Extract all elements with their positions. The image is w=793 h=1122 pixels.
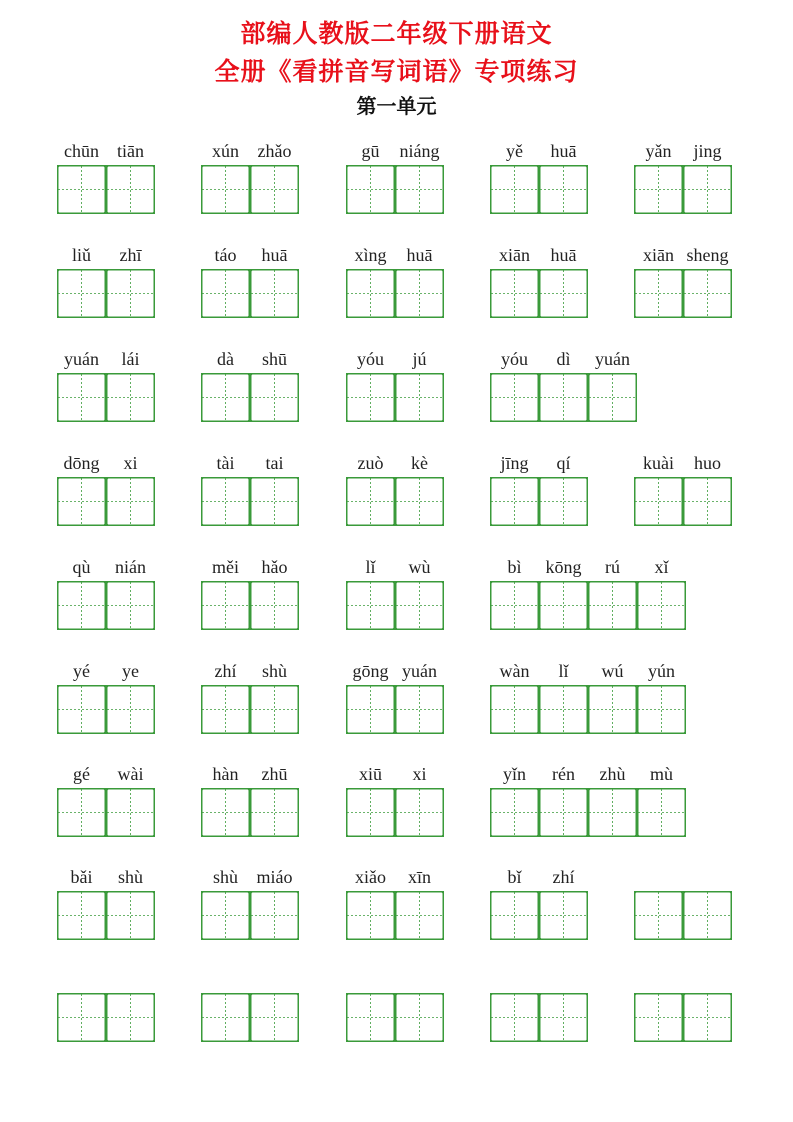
pinyin-label: niáng <box>399 141 440 161</box>
writing-cell <box>201 165 250 214</box>
writing-cell <box>346 993 395 1042</box>
pinyin-label: wàn <box>499 661 530 681</box>
pinyin-label: bì <box>507 557 522 577</box>
word-exercise <box>57 348 155 422</box>
word-exercise <box>490 968 588 1042</box>
writing-cell <box>490 891 539 940</box>
word-exercise <box>346 968 444 1042</box>
writing-cell <box>106 165 155 214</box>
writing-grid[interactable] <box>57 993 155 1042</box>
writing-grid[interactable] <box>57 788 155 837</box>
word-exercise <box>346 866 444 940</box>
pinyin-label: yǐn <box>502 764 526 784</box>
pinyin-label: wú <box>601 661 624 681</box>
pinyin-label: rú <box>605 557 620 577</box>
pinyin-label: tiān <box>117 141 144 161</box>
pinyin-label: zhí <box>214 661 237 681</box>
word-exercise <box>57 660 155 734</box>
writing-grid[interactable] <box>490 477 588 526</box>
writing-cell <box>250 993 299 1042</box>
word-exercise <box>346 660 444 734</box>
pinyin-label: rén <box>552 764 575 784</box>
pinyin-label: jīng <box>500 453 529 473</box>
writing-grid[interactable] <box>57 373 155 422</box>
writing-grid[interactable] <box>201 685 299 734</box>
pinyin-label: yuán <box>402 661 437 681</box>
writing-grid[interactable] <box>346 165 444 214</box>
writing-cell <box>57 477 106 526</box>
pinyin-label: wù <box>408 557 431 577</box>
writing-cell <box>395 788 444 837</box>
pinyin-label: yuán <box>64 349 99 369</box>
writing-cell <box>346 165 395 214</box>
writing-grid[interactable] <box>201 581 299 630</box>
writing-cell <box>346 581 395 630</box>
writing-grid[interactable] <box>201 788 299 837</box>
word-exercise <box>201 452 299 526</box>
writing-grid[interactable] <box>490 685 686 734</box>
word-exercise <box>490 556 686 630</box>
pinyin-label: yé <box>73 661 90 681</box>
pinyin-label: shù <box>117 867 143 887</box>
writing-cell <box>346 685 395 734</box>
word-exercise <box>346 140 444 214</box>
writing-grid[interactable] <box>346 993 444 1042</box>
writing-grid[interactable] <box>490 993 588 1042</box>
writing-cell <box>634 477 683 526</box>
writing-cell <box>395 891 444 940</box>
writing-cell <box>539 165 588 214</box>
pinyin-label <box>683 968 732 990</box>
writing-grid[interactable] <box>57 165 155 214</box>
writing-cell <box>588 685 637 734</box>
writing-grid[interactable] <box>201 891 299 940</box>
writing-grid[interactable] <box>490 373 637 422</box>
writing-grid[interactable] <box>634 165 732 214</box>
pinyin-label: yǎn <box>645 141 672 161</box>
writing-cell <box>637 581 686 630</box>
pinyin-label: xìng <box>354 245 387 265</box>
pinyin-label: dà <box>217 349 234 369</box>
pinyin-label: xi <box>123 453 138 473</box>
writing-cell <box>57 685 106 734</box>
writing-grid[interactable] <box>57 581 155 630</box>
writing-cell <box>57 581 106 630</box>
pinyin-label: nián <box>115 557 146 577</box>
writing-cell <box>201 269 250 318</box>
writing-grid[interactable] <box>634 891 732 940</box>
writing-cell <box>250 165 299 214</box>
pinyin-label: gū <box>361 141 380 161</box>
writing-cell <box>106 373 155 422</box>
writing-grid[interactable] <box>346 685 444 734</box>
pinyin-label <box>634 968 683 990</box>
writing-grid[interactable] <box>346 269 444 318</box>
writing-cell <box>634 165 683 214</box>
word-exercise <box>490 348 637 422</box>
pinyin-label: hǎo <box>261 557 288 577</box>
writing-cell <box>57 891 106 940</box>
writing-cell <box>637 685 686 734</box>
unit-heading: 第一单元 <box>356 94 437 118</box>
word-exercise <box>201 968 299 1042</box>
writing-grid[interactable] <box>634 993 732 1042</box>
pinyin-label: jing <box>693 141 722 161</box>
pinyin-label: mù <box>649 764 673 784</box>
pinyin-label: xún <box>212 141 239 161</box>
writing-grid[interactable] <box>57 269 155 318</box>
word-exercise <box>57 140 155 214</box>
writing-cell <box>683 477 732 526</box>
pinyin-label: huā <box>261 245 288 265</box>
word-exercise <box>57 763 155 837</box>
writing-cell <box>539 477 588 526</box>
writing-cell <box>395 165 444 214</box>
pinyin-label: kōng <box>545 557 582 577</box>
writing-cell <box>588 788 637 837</box>
pinyin-label: yóu <box>501 349 528 369</box>
pinyin-label: sheng <box>686 245 729 265</box>
pinyin-label: yóu <box>357 349 384 369</box>
writing-grid[interactable] <box>346 581 444 630</box>
word-exercise <box>490 452 588 526</box>
writing-cell <box>201 373 250 422</box>
word-exercise <box>634 452 732 526</box>
writing-cell <box>346 269 395 318</box>
pinyin-label: zhī <box>119 245 142 265</box>
word-exercise <box>201 763 299 837</box>
writing-grid[interactable] <box>201 269 299 318</box>
pinyin-label: xiǎo <box>355 867 386 887</box>
writing-cell <box>250 477 299 526</box>
writing-cell <box>201 788 250 837</box>
writing-cell <box>201 685 250 734</box>
writing-grid[interactable] <box>201 993 299 1042</box>
writing-cell <box>106 269 155 318</box>
writing-cell <box>539 269 588 318</box>
writing-cell <box>201 581 250 630</box>
writing-cell <box>539 891 588 940</box>
pinyin-label: tài <box>216 453 235 473</box>
writing-cell <box>634 993 683 1042</box>
word-exercise <box>57 244 155 318</box>
pinyin-label: lái <box>121 349 140 369</box>
pinyin-label: yuán <box>595 349 630 369</box>
pinyin-label <box>634 866 683 888</box>
writing-cell <box>57 373 106 422</box>
pinyin-label: zuò <box>357 453 384 473</box>
writing-grid[interactable] <box>346 373 444 422</box>
writing-grid[interactable] <box>490 269 588 318</box>
word-exercise <box>57 968 155 1042</box>
writing-cell <box>346 788 395 837</box>
worksheet-subtitle: 全册《看拼音写词语》专项练习 <box>214 57 579 86</box>
writing-cell <box>539 685 588 734</box>
pinyin-label: qù <box>72 557 91 577</box>
pinyin-label: lǐ <box>558 661 569 681</box>
writing-cell <box>57 993 106 1042</box>
pinyin-label: hàn <box>212 764 239 784</box>
writing-grid[interactable] <box>634 269 732 318</box>
writing-cell <box>634 269 683 318</box>
pinyin-label: jú <box>412 349 427 369</box>
writing-cell <box>683 993 732 1042</box>
pinyin-label <box>539 968 588 990</box>
pinyin-label <box>346 968 395 990</box>
writing-grid[interactable] <box>57 891 155 940</box>
word-exercise <box>346 763 444 837</box>
pinyin-label: xiān <box>499 245 530 265</box>
writing-grid[interactable] <box>490 891 588 940</box>
pinyin-label <box>106 968 155 990</box>
writing-cell <box>106 891 155 940</box>
writing-cell <box>395 373 444 422</box>
writing-grid[interactable] <box>490 165 588 214</box>
writing-cell <box>346 477 395 526</box>
pinyin-label: měi <box>212 557 239 577</box>
word-exercise <box>634 140 732 214</box>
pinyin-label: kè <box>411 453 428 473</box>
word-exercise <box>346 556 444 630</box>
writing-cell <box>539 788 588 837</box>
pinyin-label: zhū <box>261 764 288 784</box>
writing-grid[interactable] <box>201 373 299 422</box>
pinyin-label: miáo <box>256 867 293 887</box>
writing-cell <box>490 685 539 734</box>
writing-cell <box>250 685 299 734</box>
word-exercise <box>490 140 588 214</box>
writing-cell <box>683 165 732 214</box>
word-exercise <box>201 244 299 318</box>
pinyin-label <box>395 968 444 990</box>
pinyin-label: kuài <box>643 453 674 473</box>
word-exercise <box>201 660 299 734</box>
writing-cell <box>490 993 539 1042</box>
worksheet-title: 部编人教版二年级下册语文 <box>240 19 553 48</box>
writing-cell <box>490 477 539 526</box>
pinyin-label <box>250 968 299 990</box>
writing-grid[interactable] <box>346 891 444 940</box>
writing-cell <box>106 477 155 526</box>
writing-cell <box>250 269 299 318</box>
pinyin-label: wài <box>117 764 144 784</box>
writing-cell <box>683 891 732 940</box>
pinyin-label: gé <box>73 764 90 784</box>
writing-cell <box>346 891 395 940</box>
writing-grid[interactable] <box>57 477 155 526</box>
writing-grid[interactable] <box>490 581 686 630</box>
writing-cell <box>490 373 539 422</box>
pinyin-label: huo <box>694 453 721 473</box>
pinyin-label: xǐ <box>654 557 669 577</box>
pinyin-label: shù <box>261 661 287 681</box>
pinyin-label: qí <box>556 453 571 473</box>
pinyin-label: lǐ <box>365 557 376 577</box>
pinyin-label: xiū <box>358 764 382 784</box>
pinyin-label: bǎi <box>70 867 93 887</box>
writing-grid[interactable] <box>201 165 299 214</box>
writing-grid[interactable] <box>57 685 155 734</box>
word-exercise <box>490 660 686 734</box>
writing-cell <box>57 788 106 837</box>
pinyin-label: huā <box>550 141 577 161</box>
writing-cell <box>588 581 637 630</box>
writing-grid[interactable] <box>346 477 444 526</box>
pinyin-label: táo <box>214 245 237 265</box>
word-exercise <box>490 244 588 318</box>
word-exercise <box>201 140 299 214</box>
pinyin-label: huā <box>406 245 433 265</box>
word-exercise <box>346 244 444 318</box>
word-exercise <box>634 244 732 318</box>
word-exercise <box>57 556 155 630</box>
pinyin-label: yún <box>648 661 675 681</box>
writing-cell <box>634 891 683 940</box>
writing-cell <box>250 788 299 837</box>
pinyin-label: dì <box>556 349 571 369</box>
word-exercise <box>634 968 732 1042</box>
pinyin-label <box>57 968 106 990</box>
word-exercise <box>201 348 299 422</box>
writing-cell <box>395 581 444 630</box>
pinyin-label <box>683 866 732 888</box>
writing-cell <box>490 788 539 837</box>
pinyin-label: xi <box>412 764 427 784</box>
pinyin-label: shū <box>261 349 287 369</box>
writing-cell <box>250 581 299 630</box>
writing-cell <box>106 788 155 837</box>
writing-cell <box>250 891 299 940</box>
writing-cell <box>490 581 539 630</box>
writing-cell <box>201 891 250 940</box>
writing-cell <box>250 373 299 422</box>
pinyin-label: huā <box>550 245 577 265</box>
word-exercise <box>201 866 299 940</box>
pinyin-label <box>490 968 539 990</box>
writing-cell <box>539 373 588 422</box>
pinyin-label: zhí <box>552 867 575 887</box>
writing-grid[interactable] <box>634 477 732 526</box>
writing-cell <box>106 993 155 1042</box>
writing-cell <box>637 788 686 837</box>
pinyin-label: tai <box>265 453 284 473</box>
writing-cell <box>106 581 155 630</box>
writing-cell <box>683 269 732 318</box>
pinyin-label: xiān <box>643 245 674 265</box>
pinyin-label: yě <box>506 141 523 161</box>
writing-cell <box>395 685 444 734</box>
writing-cell <box>395 269 444 318</box>
word-exercise <box>490 763 686 837</box>
writing-cell <box>57 165 106 214</box>
pinyin-label: zhǎo <box>257 141 292 161</box>
pinyin-label: gōng <box>352 661 389 681</box>
pinyin-label: zhù <box>599 764 626 784</box>
writing-cell <box>395 477 444 526</box>
pinyin-label: liǔ <box>71 245 91 265</box>
word-exercise <box>490 866 588 940</box>
pinyin-label: xīn <box>407 867 431 887</box>
writing-cell <box>346 373 395 422</box>
writing-cell <box>490 165 539 214</box>
word-exercise <box>634 866 732 940</box>
writing-cell <box>395 993 444 1042</box>
writing-cell <box>588 373 637 422</box>
pinyin-label: shù <box>212 867 238 887</box>
word-exercise <box>346 452 444 526</box>
pinyin-label: dōng <box>63 453 100 473</box>
writing-cell <box>106 685 155 734</box>
pinyin-label: chūn <box>64 141 99 161</box>
pinyin-label: ye <box>122 661 139 681</box>
pinyin-label <box>201 968 250 990</box>
writing-grid[interactable] <box>201 477 299 526</box>
word-exercise <box>346 348 444 422</box>
word-exercise <box>57 866 155 940</box>
word-exercise <box>201 556 299 630</box>
pinyin-label: bǐ <box>507 867 522 887</box>
writing-cell <box>201 477 250 526</box>
writing-cell <box>539 993 588 1042</box>
writing-grid[interactable] <box>490 788 686 837</box>
writing-grid[interactable] <box>346 788 444 837</box>
word-exercise <box>57 452 155 526</box>
writing-cell <box>539 581 588 630</box>
writing-cell <box>57 269 106 318</box>
writing-cell <box>490 269 539 318</box>
writing-cell <box>201 993 250 1042</box>
